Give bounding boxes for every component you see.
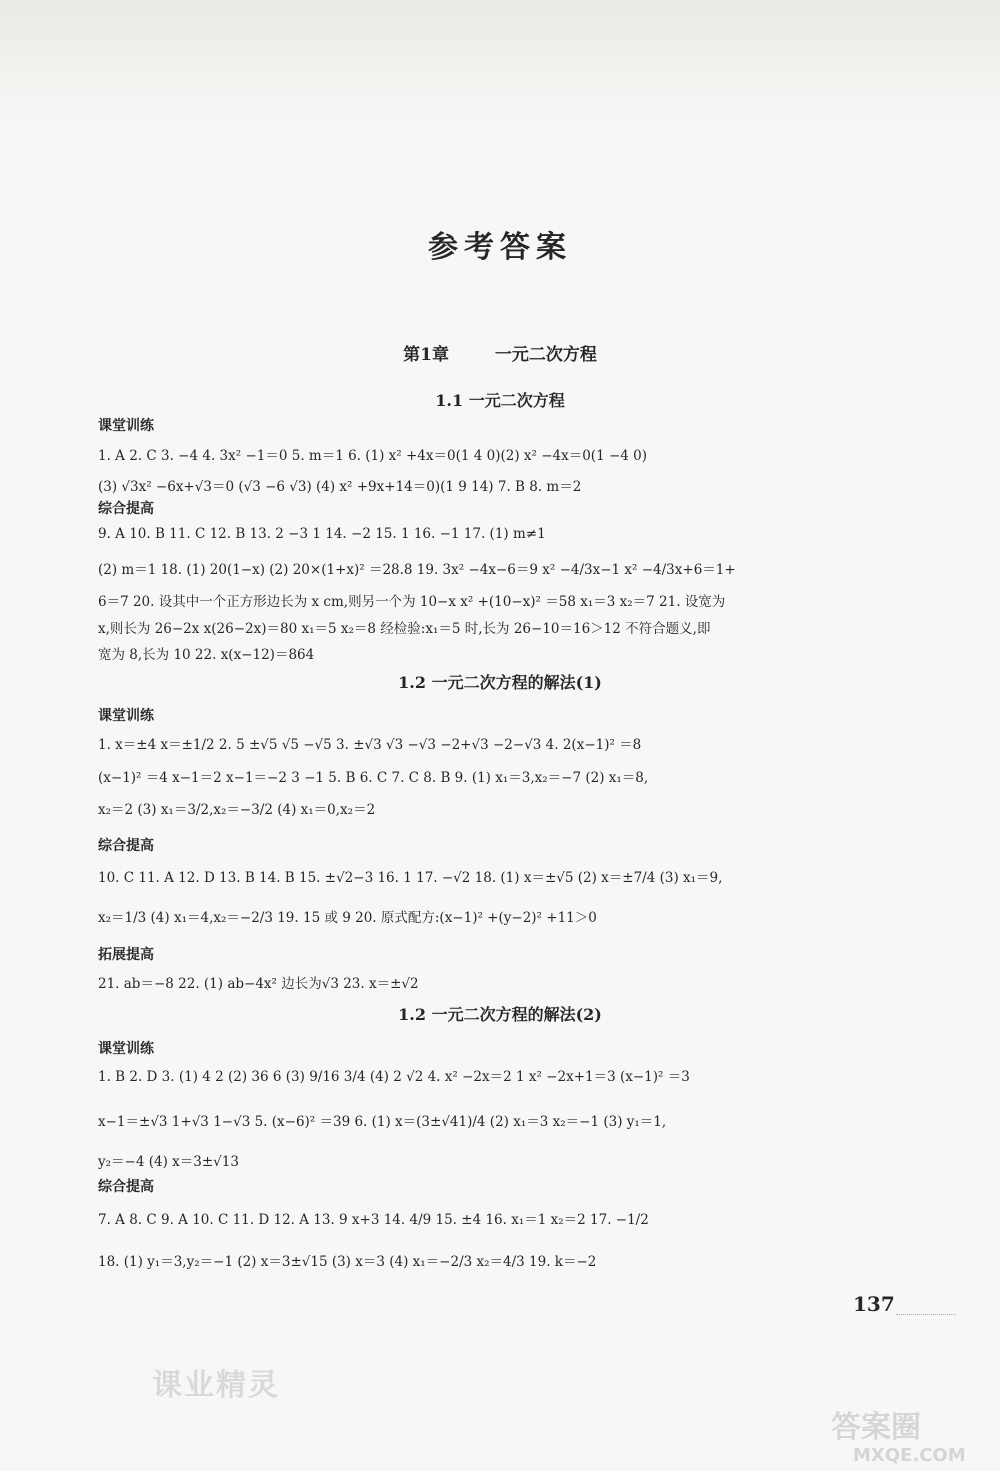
answer-line: x₂＝1/3 (4) x₁＝4,x₂＝−2/3 19. 15 或 9 20. 原式配方:(x−1)² +(y−2)² +11＞0 — [98, 910, 597, 926]
group-label: 拓展提高 — [98, 947, 154, 963]
answer-line: 6＝7 20. 设其中一个正方形边长为 x cm,则另一个为 10−x x² +(10−x)² ＝58 x₁＝3 x₂＝7 21. 设宽为 — [98, 594, 726, 610]
group-label: 课堂训练 — [98, 708, 154, 724]
answer-line: 1. x＝±4 x＝±1/2 2. 5 ±√5 √5 −√5 3. ±√3 √3 −√3 −2+√3 −2−√3 4. 2(x−1)² ＝8 — [98, 737, 642, 753]
group-label: 课堂训练 — [98, 418, 154, 434]
section-heading: 1.1 一元二次方程 — [435, 391, 565, 410]
section-heading: 1.2 一元二次方程的解法(2) — [398, 1005, 602, 1024]
page-title: 参考答案 — [428, 230, 572, 265]
page-number: 137 — [853, 1292, 895, 1316]
group-label: 综合提高 — [98, 501, 154, 517]
section-heading: 1.2 一元二次方程的解法(1) — [398, 673, 602, 692]
group-label: 课堂训练 — [98, 1041, 154, 1057]
answer-line: 1. B 2. D 3. (1) 4 2 (2) 36 6 (3) 9/16 3/4 (4) 2 √2 4. x² −2x＝2 1 x² −2x+1＝3 (x−1)² ＝3 — [98, 1069, 690, 1085]
scan-top-band — [0, 0, 1000, 140]
answer-line: y₂＝−4 (4) x＝3±√13 — [98, 1154, 239, 1170]
group-label: 综合提高 — [98, 1179, 154, 1195]
logo-url-text: MXQE.COM — [853, 1445, 966, 1465]
chapter-title: 第1章 一元二次方程 — [403, 345, 597, 365]
answer-line: 1. A 2. C 3. −4 4. 3x² −1＝0 5. m＝1 6. (1) x² +4x＝0(1 4 0)(2) x² −4x＝0(1 −4 0) — [98, 448, 647, 464]
answer-line: (3) √3x² −6x+√3＝0 (√3 −6 √3) (4) x² +9x+14＝0)(1 9 14) 7. B 8. m＝2 — [98, 479, 582, 495]
answer-line: (x−1)² ＝4 x−1＝2 x−1＝−2 3 −1 5. B 6. C 7. C 8. B 9. (1) x₁＝3,x₂＝−7 (2) x₁＝8, — [98, 770, 649, 786]
page-number-ornament — [896, 1300, 956, 1315]
answer-line: (2) m＝1 18. (1) 20(1−x) (2) 20×(1+x)² ＝28.8 19. 3x² −4x−6＝9 x² −4/3x−1 x² −4/3x+6＝1+ — [98, 562, 736, 578]
answer-line: 18. (1) y₁＝3,y₂＝−1 (2) x＝3±√15 (3) x＝3 (4) x₁＝−2/3 x₂＝4/3 19. k＝−2 — [98, 1254, 597, 1270]
answer-line: x,则长为 26−2x x(26−2x)＝80 x₁＝5 x₂＝8 经检验:x₁＝5 时,长为 26−10＝16＞12 不符合题义,即 — [98, 621, 711, 637]
watermark-stamp: 课业精灵 — [152, 1368, 280, 1403]
answer-line: 7. A 8. C 9. A 10. C 11. D 12. A 13. 9 x+3 14. 4/9 15. ±4 16. x₁＝1 x₂＝2 17. −1/2 — [98, 1212, 649, 1228]
answer-line: 21. ab＝−8 22. (1) ab−4x² 边长为√3 23. x＝±√2 — [98, 976, 419, 992]
logo-text: 答案圈 — [831, 1410, 921, 1445]
answer-line: x₂＝2 (3) x₁＝3/2,x₂＝−3/2 (4) x₁＝0,x₂＝2 — [98, 802, 376, 818]
group-label: 综合提高 — [98, 838, 154, 854]
answer-line: 9. A 10. B 11. C 12. B 13. 2 −3 1 14. −2 15. 1 16. −1 17. (1) m≠1 — [98, 526, 546, 542]
answer-line: x−1＝±√3 1+√3 1−√3 5. (x−6)² ＝39 6. (1) x＝(3±√41)/4 (2) x₁＝3 x₂＝−1 (3) y₁＝1, — [98, 1114, 667, 1130]
answer-site-logo — [825, 1405, 990, 1465]
answer-line: 10. C 11. A 12. D 13. B 14. B 15. ±√2−3 16. 1 17. −√2 18. (1) x＝±√5 (2) x＝±7/4 (3) x₁＝9, — [98, 870, 723, 886]
answer-line: 宽为 8,长为 10 22. x(x−12)＝864 — [98, 647, 315, 663]
